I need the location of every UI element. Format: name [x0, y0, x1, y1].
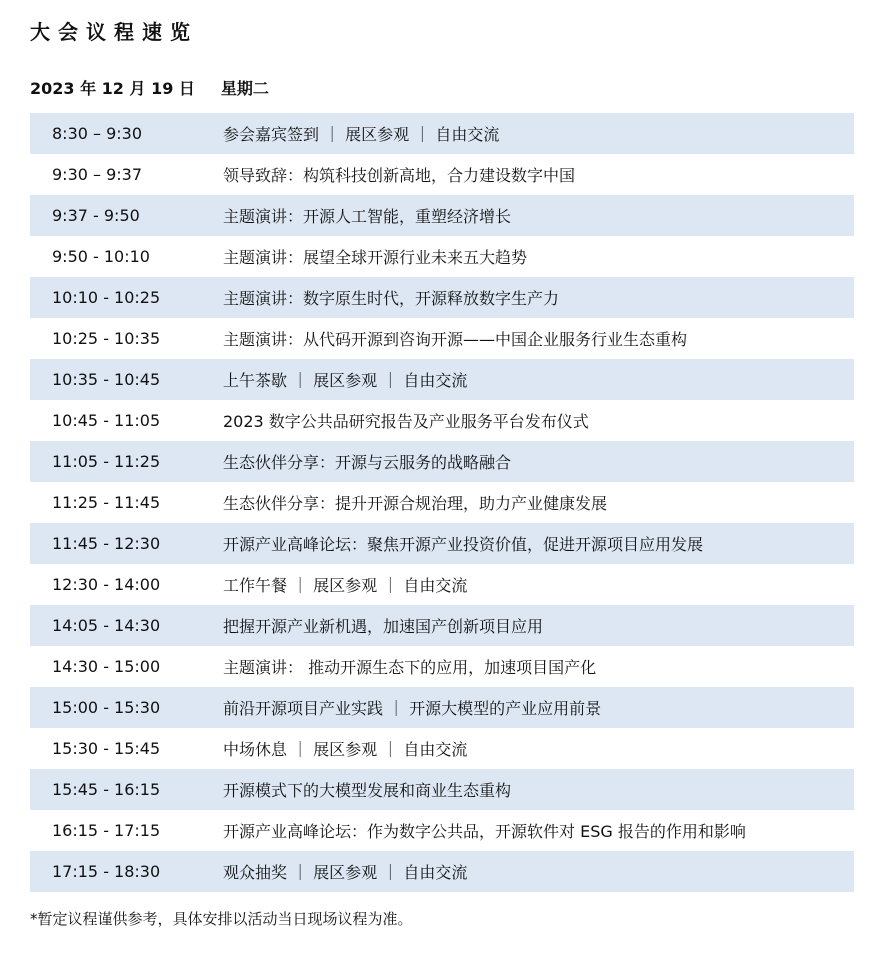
- agenda-row: [30, 810, 854, 851]
- agenda-row: [30, 359, 854, 400]
- agenda-time: 9:30 – 9:37: [52, 165, 143, 184]
- agenda-event: 开源产业高峰论坛：聚焦开源产业投资价值，促进开源项目应用发展: [223, 535, 704, 554]
- agenda-time: 10:45 - 11:05: [52, 411, 161, 430]
- disclaimer-note: *暂定议程谨供参考，具体安排以活动当日现场议程为准。: [30, 910, 413, 928]
- agenda-time: 14:05 - 14:30: [52, 616, 161, 635]
- agenda-event: 开源产业高峰论坛：作为数字公共品，开源软件对 ESG 报告的作用和影响: [223, 822, 746, 841]
- agenda-time: 11:45 - 12:30: [52, 534, 161, 553]
- agenda-row: [30, 318, 854, 359]
- agenda-time: 15:45 - 16:15: [52, 780, 161, 799]
- agenda-row: [30, 482, 854, 523]
- agenda-time: 11:25 - 11:45: [52, 493, 161, 512]
- agenda-row: [30, 564, 854, 605]
- agenda-time: 15:00 - 15:30: [52, 698, 161, 717]
- agenda-event: 主题演讲：数字原生时代，开源释放数字生产力: [223, 289, 560, 308]
- agenda-time: 9:37 - 9:50: [52, 206, 140, 225]
- agenda-row: [30, 441, 854, 482]
- agenda-event: 开源模式下的大模型发展和商业生态重构: [223, 781, 512, 800]
- agenda-event: 主题演讲： 推动开源生态下的应用，加速项目国产化: [223, 658, 597, 677]
- agenda-time: 11:05 - 11:25: [52, 452, 161, 471]
- agenda-time: 10:10 - 10:25: [52, 288, 161, 307]
- agenda-row: [30, 728, 854, 769]
- agenda-row: [30, 154, 854, 195]
- agenda-row: [30, 687, 854, 728]
- agenda-event: 参会嘉宾签到 ｜ 展区参观 ｜ 自由交流: [223, 125, 500, 144]
- agenda-time: 12:30 - 14:00: [52, 575, 161, 594]
- agenda-event: 中场休息 ｜ 展区参观 ｜ 自由交流: [223, 740, 468, 759]
- agenda-event: 把握开源产业新机遇，加速国产创新项目应用: [223, 617, 544, 636]
- agenda-row: [30, 236, 854, 277]
- agenda-event: 生态伙伴分享：开源与云服务的战略融合: [223, 453, 512, 472]
- agenda-row: [30, 195, 854, 236]
- agenda-row: [30, 851, 854, 892]
- agenda-time: 17:15 - 18:30: [52, 862, 161, 881]
- agenda-row: [30, 605, 854, 646]
- agenda-event: 主题演讲：展望全球开源行业未来五大趋势: [223, 248, 528, 267]
- agenda-date: 2023 年 12 月 19 日: [30, 79, 195, 98]
- agenda-row: [30, 646, 854, 687]
- agenda-row: [30, 113, 854, 154]
- agenda-time: 10:25 - 10:35: [52, 329, 161, 348]
- agenda-event: 观众抽奖 ｜ 展区参观 ｜ 自由交流: [223, 863, 468, 882]
- agenda-time: 8:30 – 9:30: [52, 124, 143, 143]
- agenda-row: [30, 277, 854, 318]
- date-line: [30, 76, 269, 99]
- agenda-time: 10:35 - 10:45: [52, 370, 161, 389]
- agenda-row: [30, 523, 854, 564]
- agenda-time: 16:15 - 17:15: [52, 821, 161, 840]
- agenda-table: [30, 113, 854, 892]
- agenda-event: 前沿开源项目产业实践 ｜ 开源大模型的产业应用前景: [223, 699, 602, 718]
- agenda-event: 主题演讲：开源人工智能，重塑经济增长: [223, 207, 512, 226]
- agenda-event: 领导致辞：构筑科技创新高地，合力建设数字中国: [223, 166, 576, 185]
- agenda-row: [30, 400, 854, 441]
- page-title: 大会议程速览: [30, 20, 198, 44]
- agenda-event: 主题演讲：从代码开源到咨询开源——中国企业服务行业生态重构: [223, 330, 688, 349]
- agenda-event: 工作午餐 ｜ 展区参观 ｜ 自由交流: [223, 576, 468, 595]
- agenda-weekday: 星期二: [220, 79, 269, 98]
- agenda-time: 14:30 - 15:00: [52, 657, 161, 676]
- agenda-time: 9:50 - 10:10: [52, 247, 150, 266]
- agenda-event: 生态伙伴分享：提升开源合规治理，助力产业健康发展: [223, 494, 608, 513]
- agenda-event: 2023 数字公共品研究报告及产业服务平台发布仪式: [223, 412, 589, 431]
- agenda-row: [30, 769, 854, 810]
- agenda-event: 上午茶歇 ｜ 展区参观 ｜ 自由交流: [223, 371, 468, 390]
- agenda-time: 15:30 - 15:45: [52, 739, 161, 758]
